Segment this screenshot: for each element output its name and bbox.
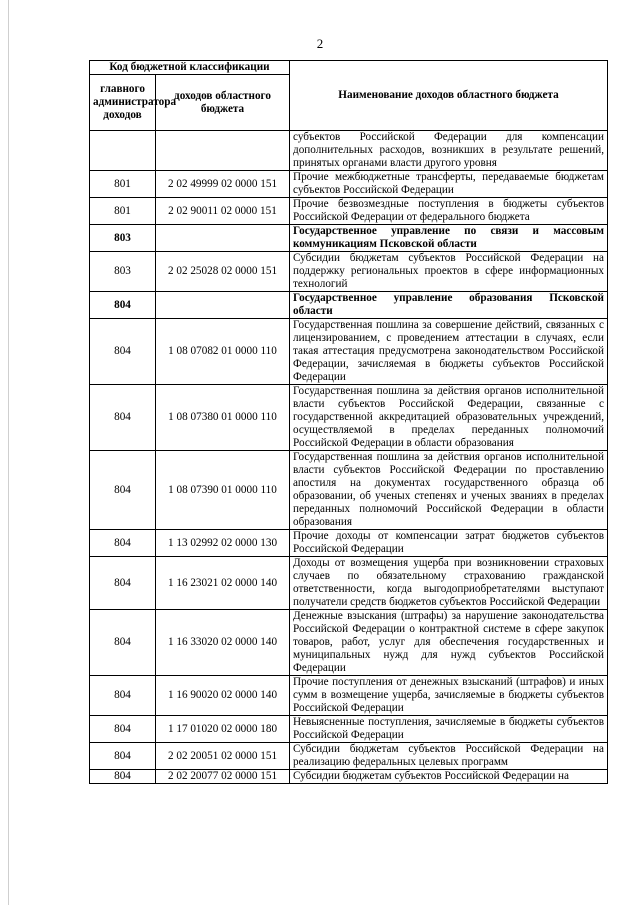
revenue-code-cell: 2 02 20051 02 0000 151: [156, 743, 290, 770]
table-row: [90, 743, 608, 770]
admin-code-cell: 804: [90, 770, 156, 784]
table-header-row-1: [90, 61, 608, 75]
page-number: 2: [316, 36, 324, 51]
admin-code-cell: 804: [90, 743, 156, 770]
header-admin-column: главного администратора доходов: [90, 75, 156, 131]
header-group-label: Код бюджетной классификации: [90, 61, 290, 75]
revenue-name-cell: Субсидии бюджетам субъектов Российской Федерации на: [290, 770, 608, 784]
admin-code-cell: 803: [90, 225, 156, 252]
revenue-code-cell: 1 16 23021 02 0000 140: [156, 557, 290, 610]
revenue-code-cell: 2 02 20077 02 0000 151: [156, 770, 290, 784]
header-name-text: Наименование доходов областного бюджета: [338, 89, 559, 101]
revenue-code-cell: 1 08 07390 01 0000 110: [156, 451, 290, 530]
admin-code-cell: 804: [90, 385, 156, 451]
revenue-name-cell: Доходы от возмещения ущерба при возникновении страховых случаев по обязательному страхованию гражданской ответственности, когда выгодоприобретателями выступают получатели средств бюджетов субъектов Российской Федерации: [290, 557, 608, 610]
table-row: [90, 131, 608, 171]
revenue-name-cell: Прочие безвозмездные поступления в бюджеты субъектов Российской Федерации от федерального бюджета: [290, 198, 608, 225]
revenue-name-cell: Прочие поступления от денежных взысканий (штрафов) и иных сумм в возмещение ущерба, зачисляемые в бюджеты субъектов Российской Федерации: [290, 676, 608, 716]
revenue-name-cell: субъектов Российской Федерации для компенсации дополнительных расходов, возникших в результате решений, принятых органами власти другого уровня: [290, 131, 608, 171]
table-row: [90, 451, 608, 530]
revenue-code-cell: 1 16 33020 02 0000 140: [156, 610, 290, 676]
revenue-name-cell: Государственное управление по связи и массовым коммуникациям Псковской области: [290, 225, 608, 252]
scan-edge-line: [8, 0, 9, 905]
table-row: [90, 770, 608, 784]
table-row: [90, 225, 608, 252]
header-name-column: [290, 61, 608, 131]
table-row: [90, 292, 608, 319]
revenue-code-cell: [156, 131, 290, 171]
admin-code-cell: 804: [90, 716, 156, 743]
revenue-code-cell: 2 02 90011 02 0000 151: [156, 198, 290, 225]
admin-code-cell: 801: [90, 198, 156, 225]
admin-code-cell: 804: [90, 292, 156, 319]
header-code-column: доходов областного бюджета: [156, 75, 290, 131]
revenue-name-cell: Прочие межбюджетные трансферты, передаваемые бюджетам субъектов Российской Федерации: [290, 171, 608, 198]
table-row: [90, 676, 608, 716]
revenue-code-cell: 2 02 25028 02 0000 151: [156, 252, 290, 292]
admin-code-cell: 804: [90, 676, 156, 716]
revenue-name-cell: Государственная пошлина за совершение действий, связанных с лицензированием, с проведением аттестации в случаях, если такая аттестация предусмотрена законодательством Российской Федерации, зачисляемая в бюджеты субъектов Российской Федерации: [290, 319, 608, 385]
revenue-code-cell: [156, 292, 290, 319]
admin-code-cell: 804: [90, 610, 156, 676]
admin-code-cell: 804: [90, 451, 156, 530]
revenue-code-cell: 2 02 49999 02 0000 151: [156, 171, 290, 198]
table-row: [90, 716, 608, 743]
table-row: [90, 171, 608, 198]
revenue-name-cell: Субсидии бюджетам субъектов Российской Федерации на реализацию федеральных целевых программ: [290, 743, 608, 770]
table-row: [90, 385, 608, 451]
admin-code-cell: 801: [90, 171, 156, 198]
admin-code-cell: 804: [90, 530, 156, 557]
revenue-code-cell: [156, 225, 290, 252]
revenue-code-cell: 1 08 07082 01 0000 110: [156, 319, 290, 385]
admin-code-cell: 804: [90, 319, 156, 385]
admin-code-cell: 804: [90, 557, 156, 610]
budget-classification-table: [89, 60, 608, 784]
revenue-name-cell: Денежные взыскания (штрафы) за нарушение законодательства Российской Федерации о контрактной системе в сфере закупок товаров, работ, услуг для обеспечения государственных и муниципальных нужд для нужд субъектов Российской Федерации: [290, 610, 608, 676]
revenue-name-cell: Государственная пошлина за действия органов исполнительной власти субъектов Российской Федерации, связанные с государственной аккредитацией образовательных учреждений, осуществляемой в пределах переданных полномочий Российской Федерации в области образования: [290, 385, 608, 451]
table-row: [90, 198, 608, 225]
table-row: [90, 530, 608, 557]
table-row: [90, 610, 608, 676]
revenue-name-cell: Субсидии бюджетам субъектов Российской Федерации на поддержку региональных проектов в сфере информационных технологий: [290, 252, 608, 292]
revenue-code-cell: 1 17 01020 02 0000 180: [156, 716, 290, 743]
revenue-code-cell: 1 16 90020 02 0000 140: [156, 676, 290, 716]
table-row: [90, 319, 608, 385]
admin-code-cell: [90, 131, 156, 171]
revenue-name-cell: Невыясненные поступления, зачисляемые в бюджеты субъектов Российской Федерации: [290, 716, 608, 743]
table-row: [90, 557, 608, 610]
revenue-name-cell: Государственная пошлина за действия органов исполнительной власти субъектов Российской Федерации по проставлению апостиля на документах государственного образца об образовании, об ученых степенях и ученых званиях в пределах переданных полномочий Российской Федерации в области образования: [290, 451, 608, 530]
revenue-name-cell: Прочие доходы от компенсации затрат бюджетов субъектов Российской Федерации: [290, 530, 608, 557]
admin-code-cell: 803: [90, 252, 156, 292]
revenue-code-cell: 1 13 02992 02 0000 130: [156, 530, 290, 557]
revenue-code-cell: 1 08 07380 01 0000 110: [156, 385, 290, 451]
table-row: [90, 252, 608, 292]
revenue-name-cell: Государственное управление образования Псковской области: [290, 292, 608, 319]
